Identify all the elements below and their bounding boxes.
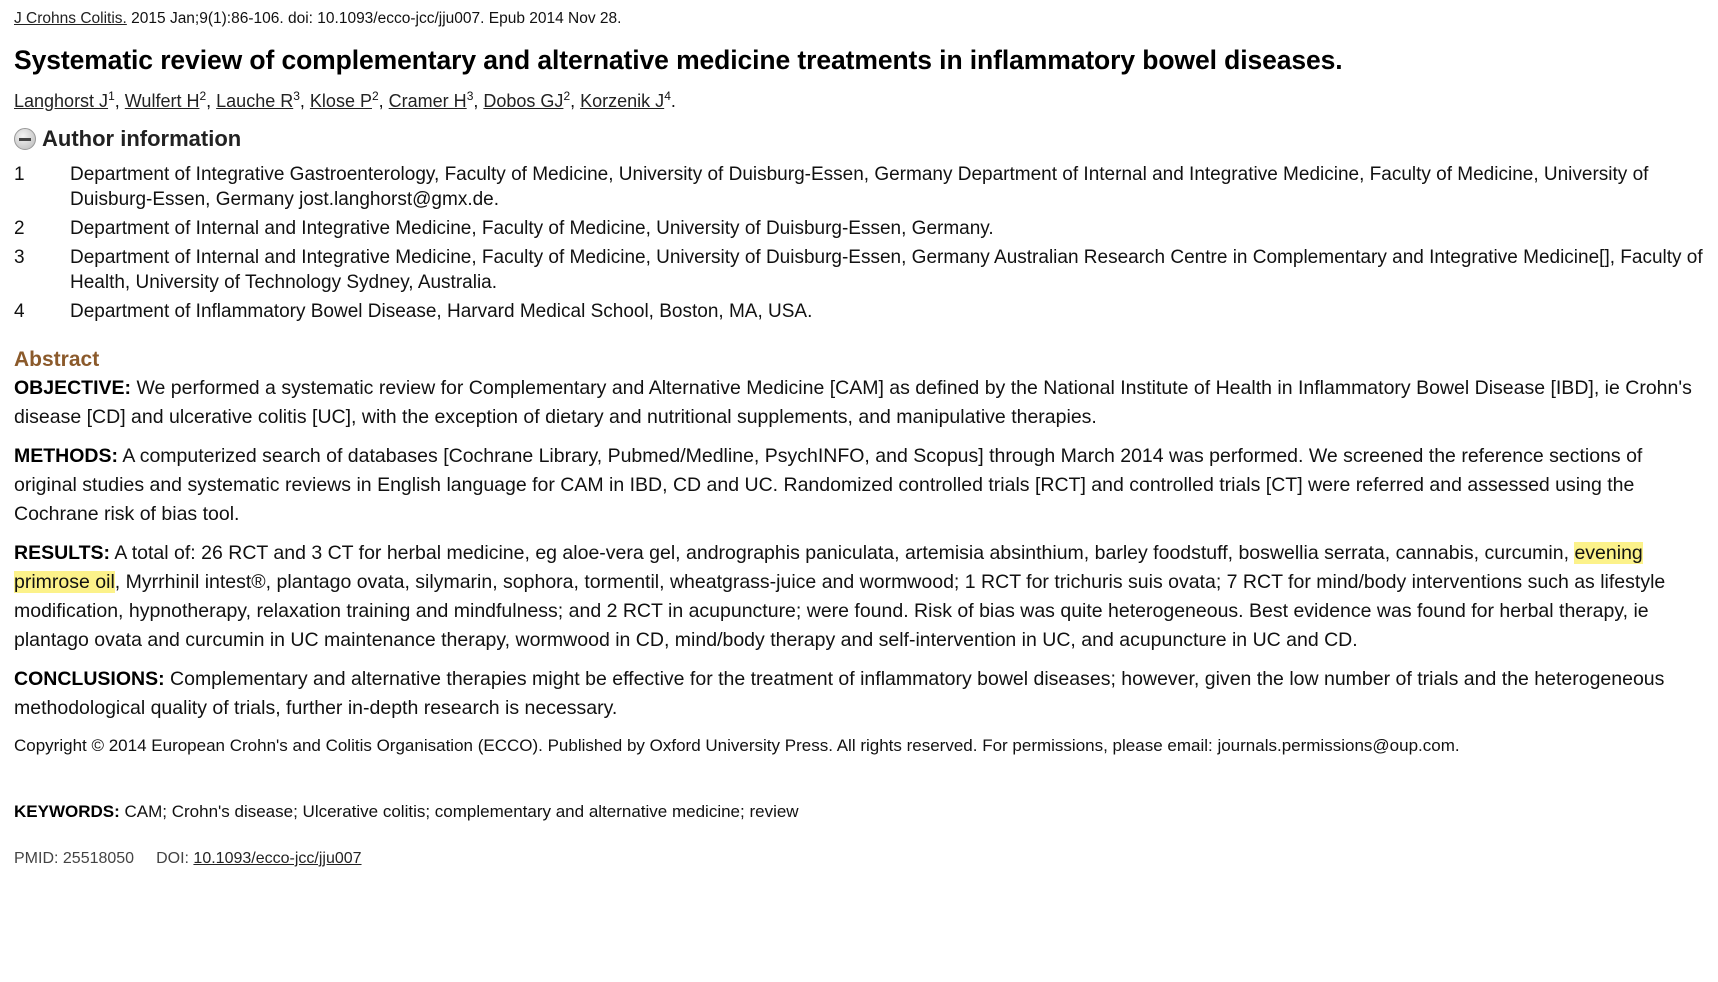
methods-label: METHODS:: [14, 445, 118, 467]
author-link[interactable]: Klose P: [309, 91, 372, 111]
results-text-before: A total of: 26 RCT and 3 CT for herbal medicine, eg aloe-vera gel, andrographis paniculata, artemisia absinthium, barley foodstuff, boswellia serrata, cannabis, curcumin,: [110, 542, 1575, 564]
identifiers-line: [14, 847, 1704, 871]
author-link[interactable]: Cramer H: [388, 91, 467, 111]
affiliation-text: Department of Integrative Gastroenterology, Faculty of Medicine, University of Duisburg-Essen, Germany Department of Internal and Integrative Medicine, Faculty of Medicine, University of Duisburg-Essen, Germany jost.langhorst@gmx.de.: [70, 164, 1649, 210]
affiliation-number: 4: [14, 301, 25, 322]
author-information-toggle[interactable]: [14, 124, 1704, 154]
author-affiliation-number: 4: [664, 89, 671, 103]
methods-text: A computerized search of databases [Cochrane Library, Pubmed/Medline, PsychINFO, and Scopus] through March 2014 was performed. We screened the reference sections of original studies and systematic reviews in English language for CAM in IBD, CD and UC. Randomized controlled trials [RCT] and controlled trials [CT] were referred and assessed using the Cochrane risk of bias tool.: [14, 445, 1643, 525]
doi-link[interactable]: 10.1093/ecco-jcc/jju007: [193, 850, 362, 867]
keywords-text: CAM; Crohn's disease; Ulcerative colitis; complementary and alternative medicine; review: [119, 802, 799, 821]
affiliation-text: Department of Internal and Integrative Medicine, Faculty of Medicine, University of Duisburg-Essen, Germany.: [70, 218, 994, 239]
affiliation-text: Department of Internal and Integrative Medicine, Faculty of Medicine, University of Duisburg-Essen, Germany Australian Research Centre in Complementary and Integrative Medicine[], Faculty of Health, University of Technology Sydney, Australia.: [70, 247, 1703, 293]
doi-label: DOI:: [156, 850, 194, 867]
conclusions-label: CONCLUSIONS:: [14, 668, 165, 690]
conclusions-text: Complementary and alternative therapies might be effective for the treatment of inflammatory bowel diseases; however, given the low number of trials and the heterogeneous methodological quality of trials, further in-depth research is necessary.: [14, 668, 1665, 719]
conclusions-section: [14, 665, 1704, 723]
author-link[interactable]: Korzenik J: [580, 91, 665, 111]
author-affiliation-number: 3: [293, 89, 300, 103]
affiliation-number: 2: [14, 218, 25, 239]
author-affiliation-number: 3: [466, 89, 474, 103]
citation-line: [14, 8, 1704, 30]
affiliation-number: 1: [14, 164, 25, 185]
objective-text: We performed a systematic review for Complementary and Alternative Medicine [CAM] as defined by the National Institute of Health in Inflammatory Bowel Disease [IBD], ie Crohn's disease [CD] and ulcerative colitis [UC], with the exception of dietary and nutritional supplements, and manipulative therapies.: [14, 377, 1692, 428]
collapse-minus-icon[interactable]: [14, 128, 36, 150]
results-label: RESULTS:: [14, 542, 111, 564]
author-link[interactable]: Langhorst J: [14, 91, 109, 111]
search-term-highlight: evening primrose oil: [14, 542, 1643, 593]
author-list: Langhorst $J^1$, Wulfert $H^2$, Lauche $R^3$, Klose $P^2$, Cramer $H^3$, Dobos $GJ^2$, Korzenik $J^4$.: [14, 89, 676, 111]
affiliation-number: 3: [14, 247, 25, 268]
affiliation-list: [14, 162, 1704, 324]
author-affiliation-number: 2: [199, 89, 207, 103]
citation-details: 2015 Jan;9(1):86-106. doi: 10.1093/ecco-jcc/jju007. Epub 2014 Nov 28.: [126, 10, 622, 27]
affiliation-item: [14, 299, 1704, 324]
journal-link[interactable]: J Crohns Colitis.: [14, 10, 127, 27]
affiliation-item: [14, 162, 1704, 212]
author-link[interactable]: Dobos GJ: [483, 91, 564, 111]
results-section: [14, 539, 1704, 655]
methods-section: [14, 442, 1704, 529]
affiliation-item: [14, 216, 1704, 241]
copyright-notice: Copyright © 2014 European Crohn's and Colitis Organisation (ECCO). Published by Oxford University Press. All rights reserved. For permissions, please email: journals.permissions@oup.com.: [14, 736, 1460, 755]
author-affiliation-number: 1: [108, 89, 115, 103]
affiliation-item: [14, 245, 1704, 295]
objective-label: OBJECTIVE:: [14, 377, 132, 399]
results-text-after: , Myrrhinil intest®, plantago ovata, silymarin, sophora, tormentil, wheatgrass-juice and wormwood; 1 RCT for trichuris suis ovata; 7 RCT for mind/body interventions such as lifestyle modification, hypnotherapy, relaxation training and mindfulness; and 2 RCT in acupuncture; were found. Risk of bias was quite heterogeneous. Best evidence was found for herbal therapy, ie plantago ovata and curcumin in UC maintenance therapy, wormwood in CD, mind/body therapy and self-intervention in UC, and acupuncture in UC and CD.: [14, 571, 1666, 651]
keywords-line: [14, 799, 1704, 825]
abstract-heading: Abstract: [14, 348, 100, 371]
author-information-label: Author information: [42, 126, 242, 151]
author-affiliation-number: 2: [371, 89, 379, 103]
keywords-label: KEYWORDS:: [14, 802, 120, 821]
affiliation-text: Department of Inflammatory Bowel Disease, Harvard Medical School, Boston, MA, USA.: [70, 301, 813, 322]
objective-section: [14, 374, 1704, 432]
author-link[interactable]: Lauche R: [216, 91, 294, 111]
author-link[interactable]: Wulfert H: [124, 91, 200, 111]
article-title: Systematic review of complementary and alternative medicine treatments in inflammatory bowel diseases.: [14, 45, 1343, 75]
pmid: PMID: 25518050: [14, 850, 135, 867]
author-affiliation-number: 2: [563, 89, 571, 103]
